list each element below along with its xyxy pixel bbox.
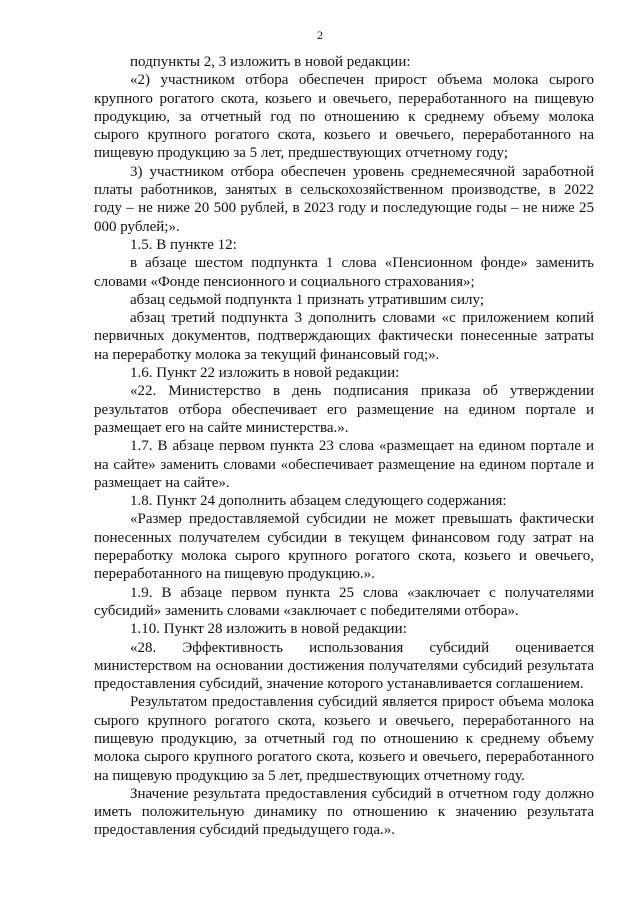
paragraph-item-1-9: 1.9. В абзаце первом пункта 25 слова «заключает с получателями субсидий» заменить словами «заключает с победителями отбора».	[94, 584, 594, 619]
paragraph-pension-fund: в абзаце шестом подпункта 1 слова «Пенсионном фонде» заменить словами «Фонде пенсионного и социального страхования»;	[94, 255, 594, 290]
paragraph-result-definition: Результатом предоставления субсидий является прирост объема молока сырого крупного рогатого скота, козьего и овечьего, переработанного на пищевую продукцию, за отчетный год по отношению к среднему объему молока сырого крупного рогатого скота, козьего и овечьего, переработанного на пищевую продукцию за 5 лет, предшествующих отчетному году.	[94, 694, 594, 784]
paragraph-item-1-10: 1.10. Пункт 28 изложить в новой редакции:	[130, 621, 407, 638]
paragraph-intro: подпункты 2, 3 изложить в новой редакции:	[130, 54, 411, 70]
paragraph-item-1-7: 1.7. В абзаце первом пункта 23 слова «размещает на едином портале и на сайте» заменить словами «обеспечивает размещение на едином портале и размещает на сайте».	[94, 438, 594, 491]
paragraph-subsidy-size: «Размер предоставляемой субсидии не может превышать фактически понесенных получателем субсидии в текущем финансовом году затрат на переработку молока сырого крупного рогатого скота, козьего и овечьего, переработанного на пищевую продукцию.».	[94, 511, 594, 583]
paragraph-result-dynamics: Значение результата предоставления субсидий в отчетном году должно иметь положительную динамику по отношению к значению результата предоставления субсидий предыдущего года.».	[94, 785, 594, 839]
paragraph-subitem-3: 3) участником отбора обеспечен уровень среднемесячной заработной платы работников, занятых в сельскохозяйственном производстве, в 2022 году – не ниже 20 500 рублей, в 2023 году и последующие годы – не ниже 25 000 рублей;».	[94, 163, 594, 235]
paragraph-clause-28: «28. Эффективность использования субсидий оценивается министерством на основании достижения получателями субсидий результата предоставления субсидий, значение которого устанавливается соглашением.	[94, 639, 594, 693]
paragraph-primary-docs: абзац третий подпункта 3 дополнить словами «с приложением копий первичных документов, подтверждающих фактически понесенные затраты на переработку молока за текущий финансовый год;».	[94, 310, 594, 363]
paragraph-item-1-6: 1.6. Пункт 22 изложить в новой редакции:	[130, 365, 400, 382]
document-body	[94, 53, 594, 840]
paragraph-item-1-8: 1.8. Пункт 24 дополнить абзацем следующего содержания:	[130, 493, 507, 510]
paragraph-void: абзац седьмой подпункта 1 признать утратившим силу;	[130, 291, 485, 308]
paragraph-item-1-5: 1.5. В пункте 12:	[130, 236, 237, 253]
paragraph-subitem-2: «2) участником отбора обеспечен прирост объема молока сырого крупного рогатого скота, козьего и овечьего, переработанного на пищевую продукцию, за отчетный год по отношению к среднему объему молока сырого крупного рогатого скота, козьего и овечьего, переработанного на пищевую продукцию за 5 лет, предшествующих отчетному году;	[94, 72, 594, 162]
paragraph-clause-22: «22. Министерство в день подписания приказа об утверждении результатов отбора обеспечивает его размещение на едином портале и размещает его на сайте министерства.».	[94, 383, 594, 436]
page-number: 2	[317, 28, 323, 42]
